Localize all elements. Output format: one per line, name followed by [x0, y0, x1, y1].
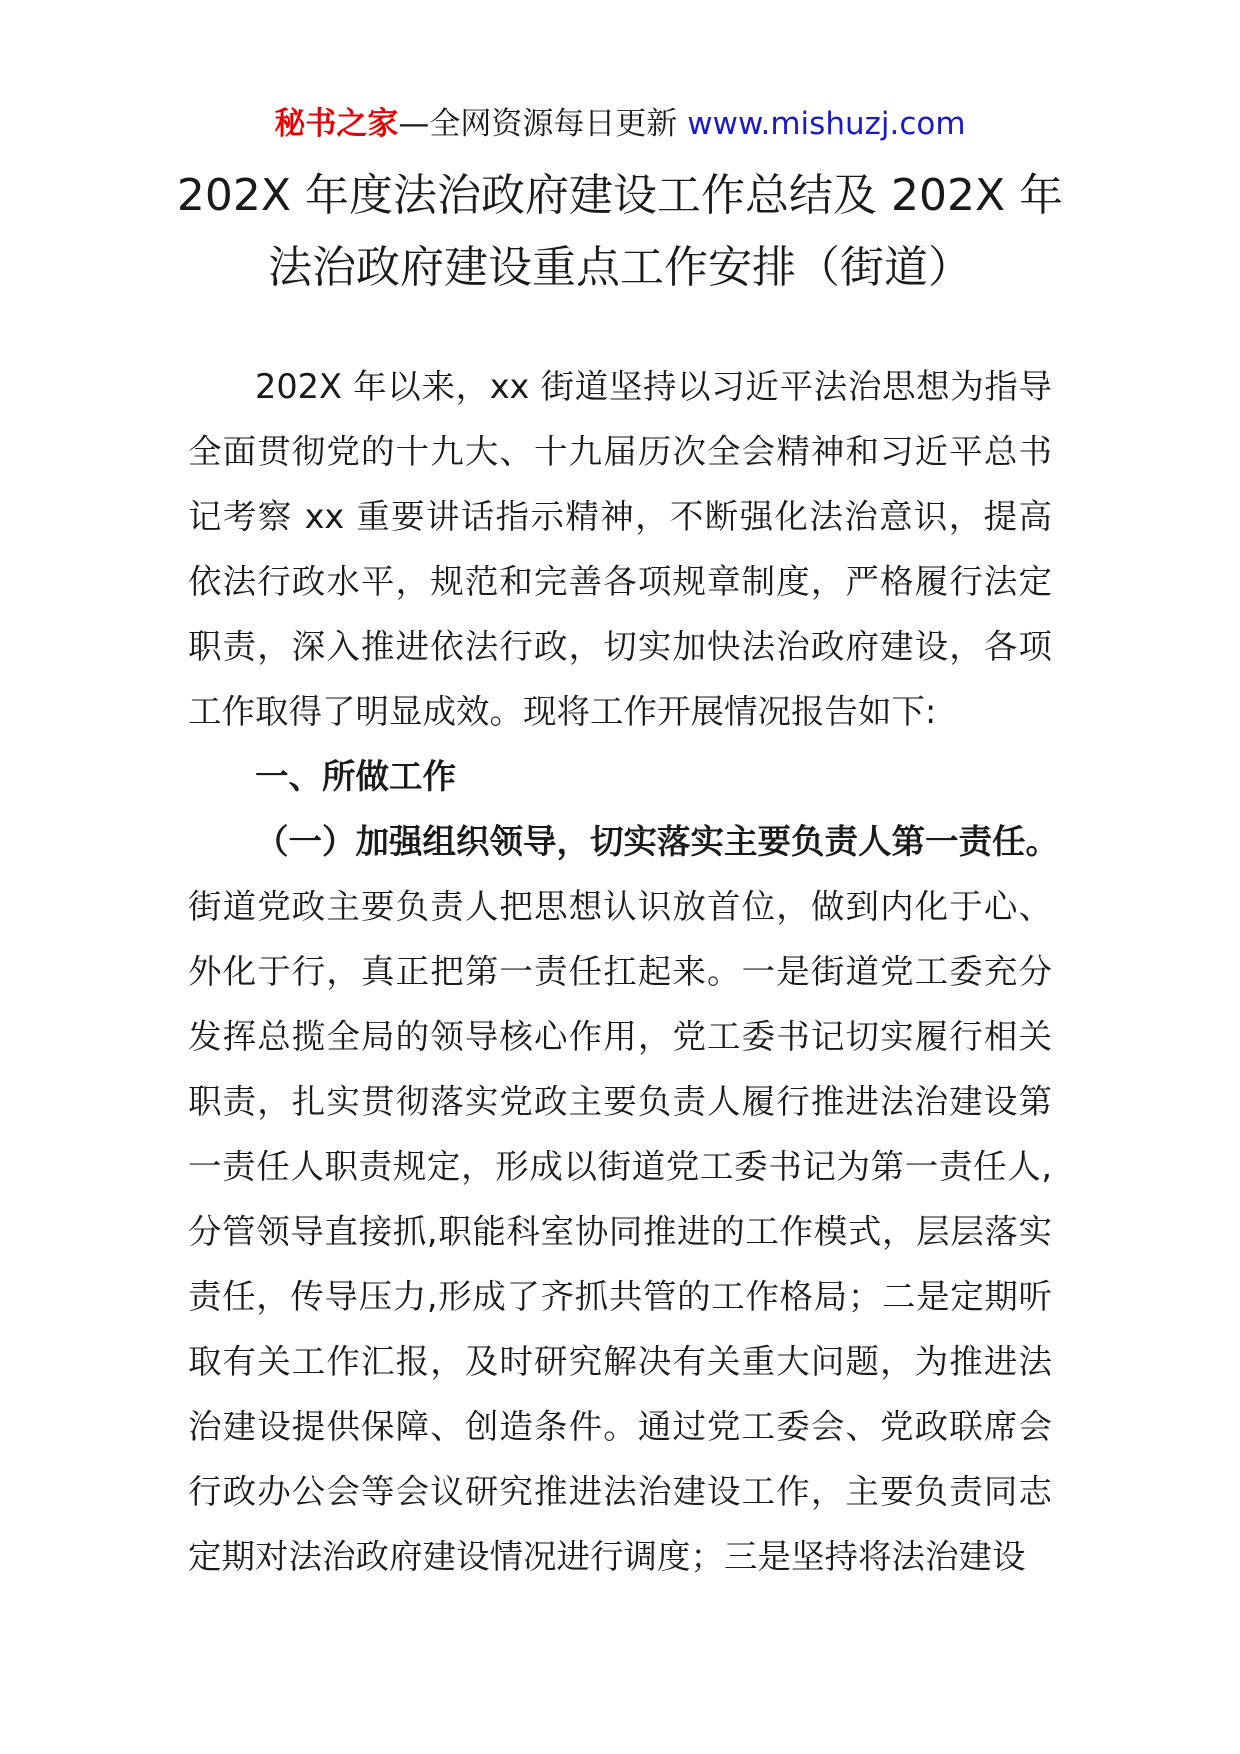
subsection-heading: （一）加强组织领导，切实落实主要负责人第一责任。 — [255, 822, 1059, 861]
title-line-1: 202X 年度法治政府建设工作总结及 202X 年 — [176, 170, 1064, 221]
source-banner — [0, 102, 1240, 146]
brand-name: 秘书之家 — [274, 106, 399, 142]
section-heading: 一、所做工作 — [255, 757, 456, 796]
intro-paragraph: 202X 年以来，xx 街道坚持以习近平法治思想为指导全面贯彻党的十九大、十九届历次全会精神和习近平总书记考察 xx 重要讲话指示精神，不断强化法治意识，提高依法行政水平，规范和完善各项规章制度，严格履行法定职责，深入推进依法行政，切实加快法治政府建设，各项工作取得了明显成效。现将工作开展情况报告如下: — [188, 367, 1052, 731]
document-body — [188, 354, 1059, 1589]
subsection-paragraph: 街道党政主要负责人把思想认识放首位，做到内化于心、外化于行，真正把第一责任扛起来。一是街道党工委充分发挥总揽全局的领导核心作用，党工委书记切实履行相关职责，扎实贯彻落实党政主要负责人履行推进法治建设第一责任人职责规定，形成以街道党工委书记为第一责任人,分管领导直接抓,职能科室协同推进的工作模式，层层落实责任，传导压力,形成了齐抓共管的工作格局；二是定期听取有关工作汇报，及时研究解决有关重大问题，为推进法治建设提供保障、创造条件。通过党工委会、党政联席会行政办公会等会议研究推进法治建设工作，主要负责同志定期对法治政府建设情况进行调度；三是坚持将法治建设 — [188, 887, 1052, 1576]
title-line-2: 法治政府建设重点工作安排（街道） — [268, 242, 972, 293]
website-link[interactable]: www.mishuzj.com — [687, 106, 966, 142]
banner-tagline: —全网资源每日更新 — [398, 106, 688, 142]
document-title — [0, 160, 1240, 304]
